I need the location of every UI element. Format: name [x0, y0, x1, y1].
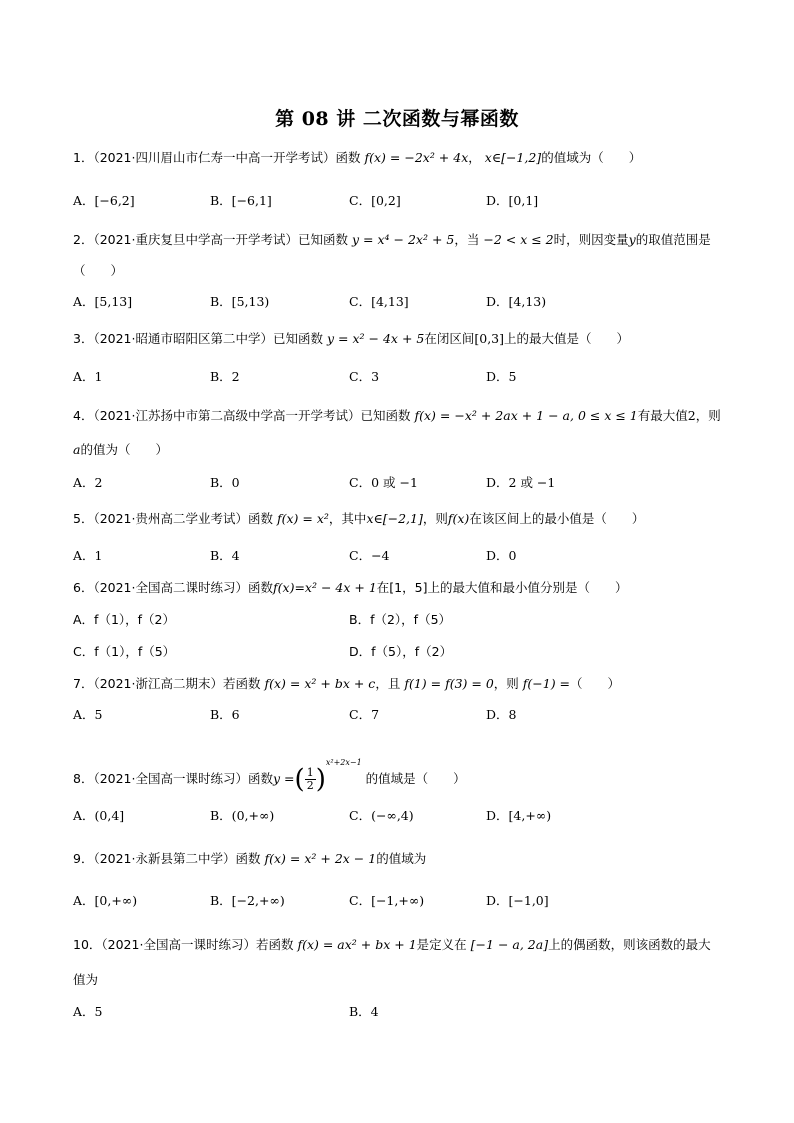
- question-5: [73, 511, 644, 527]
- q1-text-e: 的值域为（ ）: [541, 150, 642, 165]
- q3-option-c: C．3: [349, 369, 380, 384]
- q10-text-e: 上的偶函数，则该函数的最大: [548, 937, 711, 952]
- q4-text-e: ，则: [695, 408, 721, 423]
- q8-option-b: B．(0,+∞): [210, 808, 275, 823]
- q10-line2: 值为: [73, 972, 99, 987]
- q2-option-c: C．[4,13]: [349, 294, 409, 309]
- q3-text-c: 在闭区间: [424, 331, 475, 346]
- q5-number: 5．: [73, 511, 94, 526]
- q1-number: 1．: [73, 150, 94, 165]
- q5-option-d: D．0: [486, 548, 517, 563]
- q7-text-a: 若函数: [223, 676, 261, 691]
- q7-option-a: A．5: [73, 707, 103, 722]
- q5-fx: f(x): [447, 511, 470, 526]
- q4-text-c: 有最大值: [637, 408, 688, 423]
- question-10: [73, 937, 711, 953]
- q7-source: （2021·浙江高二期末）: [93, 676, 223, 691]
- q7-text-e: ，则: [493, 676, 519, 691]
- q2-formula: y = x⁴ − 2x² + 5: [352, 232, 455, 247]
- q8-option-a: A．(0,4]: [73, 808, 125, 823]
- q4-source: （2021·江苏扬中市第二高级中学高一开学考试）: [93, 408, 361, 423]
- q4-line2: [73, 442, 168, 458]
- q6-option-a: A．f（1），f（2）: [73, 612, 176, 627]
- q8-text-c: 的值域是（ ）: [365, 771, 466, 786]
- q8-lhs: y =: [273, 771, 295, 786]
- q10-formula: f(x) = ax² + bx + 1: [297, 937, 417, 952]
- q9-option-a: A．[0,+∞): [73, 893, 138, 908]
- q5-option-a: A．1: [73, 548, 103, 563]
- q3-formula: y = x² − 4x + 5: [327, 331, 425, 346]
- q2-var: y: [628, 232, 636, 247]
- q10-option-a: A．5: [73, 1004, 103, 1019]
- q5-formula: f(x) = x²: [277, 511, 329, 526]
- q7-condition: f(1) = f(3) = 0: [404, 676, 494, 691]
- q5-text-a: 函数: [248, 511, 274, 526]
- q4-formula: f(x) = −x² + 2ax + 1 − a, 0 ≤ x ≤ 1: [414, 408, 638, 423]
- q7-target: f(−1) =: [522, 676, 571, 691]
- q8-source: （2021·全国高一课时练习）: [93, 771, 248, 786]
- q8-number: 8．: [73, 771, 94, 786]
- q8-right-paren: ): [315, 764, 326, 795]
- q6-number: 6．: [73, 580, 94, 595]
- q6-text-c: 在[1，5]上的最大值和最小值分别是（ ）: [376, 580, 628, 595]
- q3-text-e: 上的最大值是（ ）: [504, 331, 630, 346]
- q7-formula: f(x) = x² + bx + c: [264, 676, 376, 691]
- question-4: [73, 408, 721, 424]
- question-6: [73, 580, 627, 596]
- q1-text-c: ，: [468, 150, 481, 165]
- q1-option-a: A．[−6,2]: [73, 193, 135, 208]
- q8-option-c: C．(−∞,4): [349, 808, 414, 823]
- q2-option-d: D．[4,13): [486, 294, 547, 309]
- q2-text-a: 已知函数: [298, 232, 349, 247]
- q6-option-d: D．f（5），f（2）: [349, 644, 453, 659]
- q2-text-c: ，当: [454, 232, 480, 247]
- q3-interval: [0,3]: [474, 331, 504, 346]
- q3-number: 3．: [73, 331, 94, 346]
- q5-option-c: C．−4: [349, 548, 390, 563]
- q9-source: （2021·永新县第二中学）: [93, 851, 236, 866]
- q4-number: 4．: [73, 408, 94, 423]
- question-7: [73, 676, 620, 692]
- q2-text-e: 时，则因变量: [553, 232, 629, 247]
- q6-text-a: 函数: [248, 580, 274, 595]
- q9-text-c: 的值域为: [376, 851, 427, 866]
- q1-formula: f(x) = −2x² + 4x: [364, 150, 469, 165]
- q9-option-b: B．[−2,+∞): [210, 893, 285, 908]
- q8-option-d: D．[4,+∞): [486, 808, 552, 823]
- q9-text-a: 函数: [235, 851, 261, 866]
- page-title: 第 08 讲 二次函数与幂函数: [275, 108, 519, 130]
- q4-max: 2: [687, 408, 696, 423]
- q6-option-c: C．f（1），f（5）: [73, 644, 176, 659]
- q9-option-d: D．[−1,0]: [486, 893, 549, 908]
- q10-text-a: 若函数: [255, 937, 294, 952]
- q9-formula: f(x) = x² + 2x − 1: [264, 851, 377, 866]
- q7-option-b: B．6: [210, 707, 240, 722]
- q10-number: 10．: [73, 937, 102, 952]
- q4-option-a: A．2: [73, 475, 103, 490]
- q4-line2-text: 的值为（ ）: [80, 442, 168, 457]
- q5-text-e: ，则: [422, 511, 448, 526]
- q4-option-d: D．2 或 −1: [486, 475, 556, 490]
- question-3: [73, 331, 629, 347]
- q1-text-a: 函数: [335, 150, 361, 165]
- q8-text-a: 函数: [248, 771, 274, 786]
- q2-line2: （ ）: [73, 263, 124, 278]
- q3-option-a: A．1: [73, 369, 103, 384]
- q1-domain: x∈[−1,2]: [484, 150, 542, 165]
- q8-exponent: x²+2x−1: [325, 758, 362, 767]
- q8-fraction: [305, 767, 316, 792]
- q6-option-b: B．f（2），f（5）: [349, 612, 452, 627]
- q8-left-paren: (: [294, 764, 305, 795]
- question-1: [73, 150, 641, 166]
- q10-source: （2021·全国高一课时练习）: [101, 937, 256, 952]
- question-9: [73, 851, 426, 867]
- q3-option-d: D．5: [486, 369, 517, 384]
- q7-number: 7．: [73, 676, 94, 691]
- q7-option-d: D．8: [486, 707, 517, 722]
- q3-text-a: 已知函数: [273, 331, 324, 346]
- q5-option-b: B．4: [210, 548, 240, 563]
- q1-source: （2021·四川眉山市仁寿一中高一开学考试）: [93, 150, 336, 165]
- q7-text-g: （ ）: [570, 676, 621, 691]
- q1-option-d: D．[0,1]: [486, 193, 539, 208]
- q5-source: （2021·贵州高二学业考试）: [93, 511, 248, 526]
- q4-option-b: B．0: [210, 475, 240, 490]
- q7-option-c: C．7: [349, 707, 380, 722]
- q5-text-c: ，其中: [328, 511, 367, 526]
- q9-option-c: C．[−1,+∞): [349, 893, 425, 908]
- q5-domain: x∈[−2,1]: [366, 511, 423, 526]
- q6-source: （2021·全国高二课时练习）: [93, 580, 248, 595]
- question-8: [73, 746, 466, 797]
- q4-var-a: a: [73, 442, 81, 457]
- q4-text-a: 已知函数: [360, 408, 411, 423]
- q8-frac-den: 2: [306, 779, 314, 792]
- q5-text-g: 在该区间上的最小值是（ ）: [469, 511, 645, 526]
- question-2: [73, 232, 711, 248]
- q2-option-a: A．[5,13]: [73, 294, 133, 309]
- q3-source: （2021·昭通市昭阳区第二中学）: [93, 331, 273, 346]
- q10-interval: [−1 − a, 2a]: [470, 937, 549, 952]
- q8-frac-num: 1: [306, 766, 314, 779]
- q7-text-c: ，且: [375, 676, 401, 691]
- q9-number: 9．: [73, 851, 94, 866]
- q2-number: 2．: [73, 232, 94, 247]
- q10-text-c: 是定义在: [416, 937, 467, 952]
- q2-option-b: B．[5,13): [210, 294, 270, 309]
- q2-range: −2 < x ≤ 2: [483, 232, 554, 247]
- q1-option-b: B．[−6,1]: [210, 193, 272, 208]
- q1-option-c: C．[0,2]: [349, 193, 401, 208]
- q6-formula: f(x)=x² − 4x + 1: [273, 580, 377, 595]
- q2-text-g: 的取值范围是: [635, 232, 711, 247]
- q10-option-b: B．4: [349, 1004, 379, 1019]
- q4-option-c: C．0 或 −1: [349, 475, 418, 490]
- q3-option-b: B．2: [210, 369, 240, 384]
- q2-source: （2021·重庆复旦中学高一开学考试）: [93, 232, 298, 247]
